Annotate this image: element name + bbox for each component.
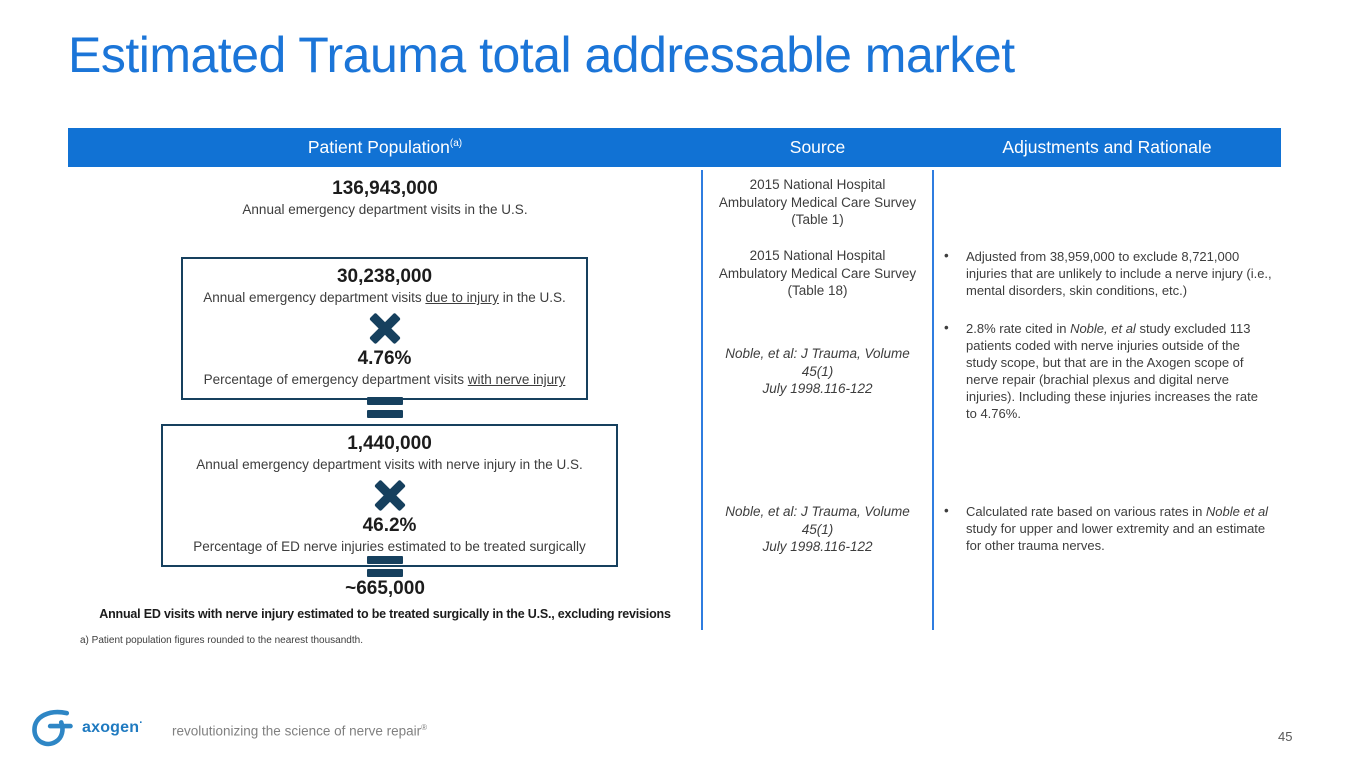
footnote: a) Patient population figures rounded to the nearest thousandth. <box>80 635 363 646</box>
brand-mark: · <box>139 717 144 729</box>
source-item: Noble, et al: J Trauma, Volume 45(1) July 1998.116-122 <box>725 346 910 396</box>
caption-surgical-rate: Percentage of ED nerve injuries estimated to be treated surgically <box>193 539 586 554</box>
equals-icon <box>367 556 403 577</box>
calc-box-surgical-rate <box>161 424 618 567</box>
brand-text: axogen <box>82 719 140 736</box>
value-result: ~665,000 <box>345 578 425 599</box>
step-result <box>56 577 714 623</box>
equals-icon <box>367 397 403 418</box>
brand-name <box>82 717 143 737</box>
value-nerve-injury-visits: 1,440,000 <box>347 433 432 454</box>
value-total-ed-visits: 136,943,000 <box>332 178 438 199</box>
adjustment-bullet <box>933 248 1281 299</box>
footer-tagline <box>172 723 427 739</box>
page-title: Estimated Trauma total addressable market <box>68 27 1015 83</box>
adjustment-text: 2.8% rate cited in Noble, et al study excluded 113 patients coded with nerve injuries outside of the study scope, but that are in the Axogen scope of nerve repair (brachial plexus and digital nerve injuries). Including these injuries increases the rate to 4.76%. <box>966 321 1258 421</box>
patient-population-column <box>68 167 702 667</box>
column-header-superscript: (a) <box>449 138 463 150</box>
adjustment-bullet <box>933 503 1281 554</box>
calc-box-injury-nerve-rate <box>181 257 588 400</box>
value-surgical-rate: 46.2% <box>362 515 417 536</box>
bullet-marker: • <box>944 248 949 263</box>
adjustment-text: Adjusted from 38,959,000 to exclude 8,721,000 injuries that are unlikely to include a nerve injury (i.e., mental disorders, skin conditions, etc.) <box>966 249 1272 298</box>
table-header <box>68 128 1281 167</box>
page-number: 45 <box>1278 729 1293 744</box>
column-header-adjustments: Adjustments and Rationale <box>1002 137 1212 157</box>
caption-nerve-injury-visits: Annual emergency department visits with nerve injury in the U.S. <box>196 457 583 472</box>
caption-nerve-injury-rate: Percentage of emergency department visits with nerve injury <box>203 372 566 387</box>
bullet-marker: • <box>944 320 949 335</box>
registered-symbol: ® <box>421 723 428 732</box>
bullet-marker: • <box>944 503 949 518</box>
adjustment-text: Calculated rate based on various rates in Noble et al study for upper and lower extremity and an estimate for other trauma nerves. <box>966 504 1269 553</box>
column-header-label: Patient Population <box>307 137 450 157</box>
value-injury-ed-visits: 30,238,000 <box>336 266 433 287</box>
caption-injury-ed-visits: Annual emergency department visits due to injury in the U.S. <box>203 290 566 305</box>
caption-result: Annual ED visits with nerve injury estimated to be treated surgically in the U.S., excluding revisions <box>99 607 671 621</box>
column-header-source: Source <box>789 137 846 157</box>
column-header-patient-population <box>68 137 702 158</box>
value-nerve-injury-rate: 4.76% <box>357 348 412 369</box>
multiply-icon <box>369 314 401 342</box>
source-item: 2015 National Hospital Ambulatory Medical Care Survey (Table 1) <box>718 177 917 227</box>
axogen-logo-icon <box>28 706 76 748</box>
source-item: Noble, et al: J Trauma, Volume 45(1) July 1998.116-122 <box>725 504 910 554</box>
tagline-text: revolutionizing the science of nerve repair <box>172 723 422 739</box>
axogen-logo <box>28 706 143 748</box>
step-total-ed-visits <box>68 177 702 219</box>
adjustment-bullet <box>933 320 1281 422</box>
multiply-icon <box>374 481 406 509</box>
source-item: 2015 National Hospital Ambulatory Medical Care Survey (Table 18) <box>718 248 917 298</box>
caption-total-ed-visits: Annual emergency department visits in the U.S. <box>242 202 528 217</box>
